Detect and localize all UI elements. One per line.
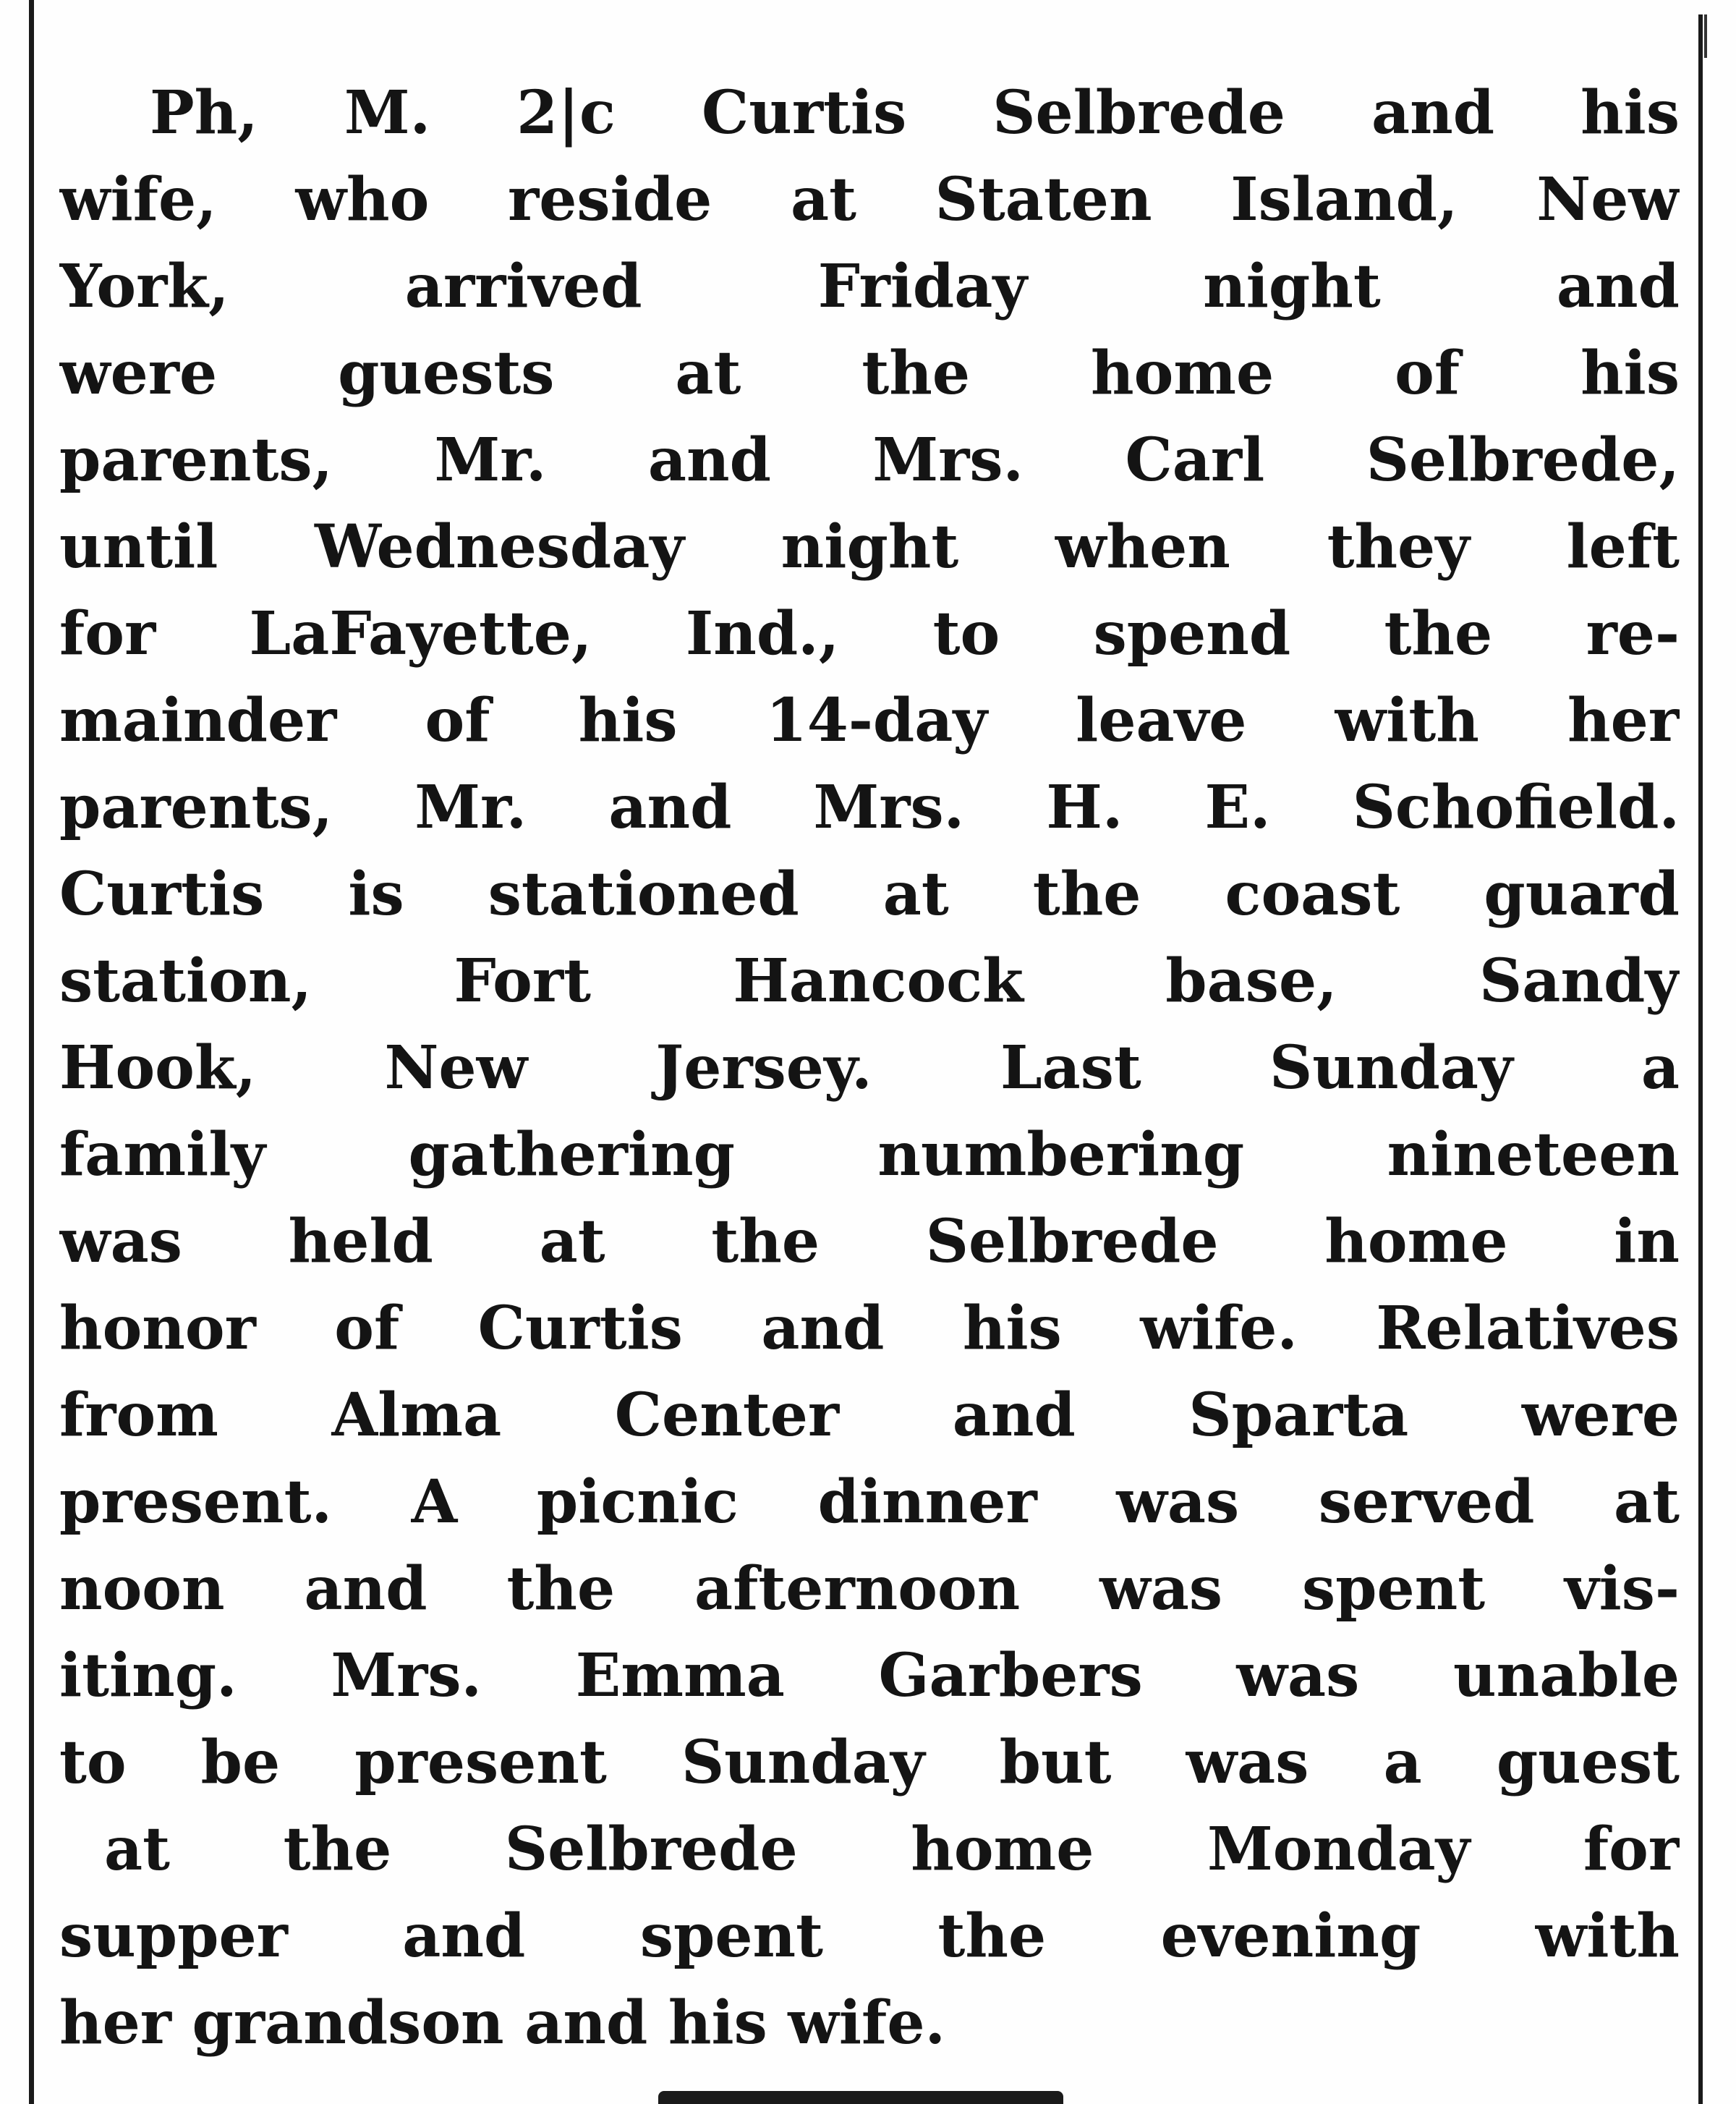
article-line-5: parents, Mr. and Mrs. Carl Selbrede, [59, 425, 1680, 495]
article-body [59, 69, 1680, 2066]
article-line-3: York, arrived Friday night and [59, 252, 1680, 321]
bottom-separator-bar [658, 2091, 1063, 2104]
article-line-21: at the Selbrede home Monday for [104, 1815, 1680, 1884]
article-line-4: were guests at the home of his [59, 339, 1680, 408]
article-line-18: noon and the afternoon was spent vis- [59, 1554, 1680, 1624]
article-line-6: until Wednesday night when they left [59, 512, 1680, 582]
article-line-1: Ph, M. 2|c Curtis Selbrede and his [150, 78, 1680, 148]
article-line-13: family gathering numbering nineteen [59, 1120, 1680, 1189]
article-line-23: her grandson and his wife. [59, 1988, 946, 2058]
article-line-14: was held at the Selbrede home in [59, 1207, 1680, 1276]
article-line-19: iting. Mrs. Emma Garbers was unable [59, 1641, 1680, 1710]
article-line-7: for LaFayette, Ind., to spend the re- [59, 599, 1680, 669]
right-rule-tick [1704, 14, 1707, 58]
article-line-16: from Alma Center and Sparta were [59, 1380, 1680, 1450]
article-line-12: Hook, New Jersey. Last Sunday a [59, 1033, 1680, 1103]
article-line-22: supper and spent the evening with [59, 1901, 1680, 1971]
article-line-20: to be present Sunday but was a guest [59, 1728, 1680, 1797]
article-line-2: wife, who reside at Staten Island, New [59, 165, 1680, 234]
article-line-8: mainder of his 14-day leave with her [59, 686, 1680, 755]
article-line-10: Curtis is stationed at the coast guard [59, 860, 1680, 929]
left-column-rule [29, 0, 34, 2104]
article-line-15: honor of Curtis and his wife. Relatives [59, 1294, 1680, 1363]
article-line-11: station, Fort Hancock base, Sandy [59, 946, 1680, 1016]
article-line-17: present. A picnic dinner was served at [59, 1467, 1680, 1537]
right-column-rule [1698, 14, 1703, 2104]
article-line-9: parents, Mr. and Mrs. H. E. Schofield. [59, 773, 1680, 842]
